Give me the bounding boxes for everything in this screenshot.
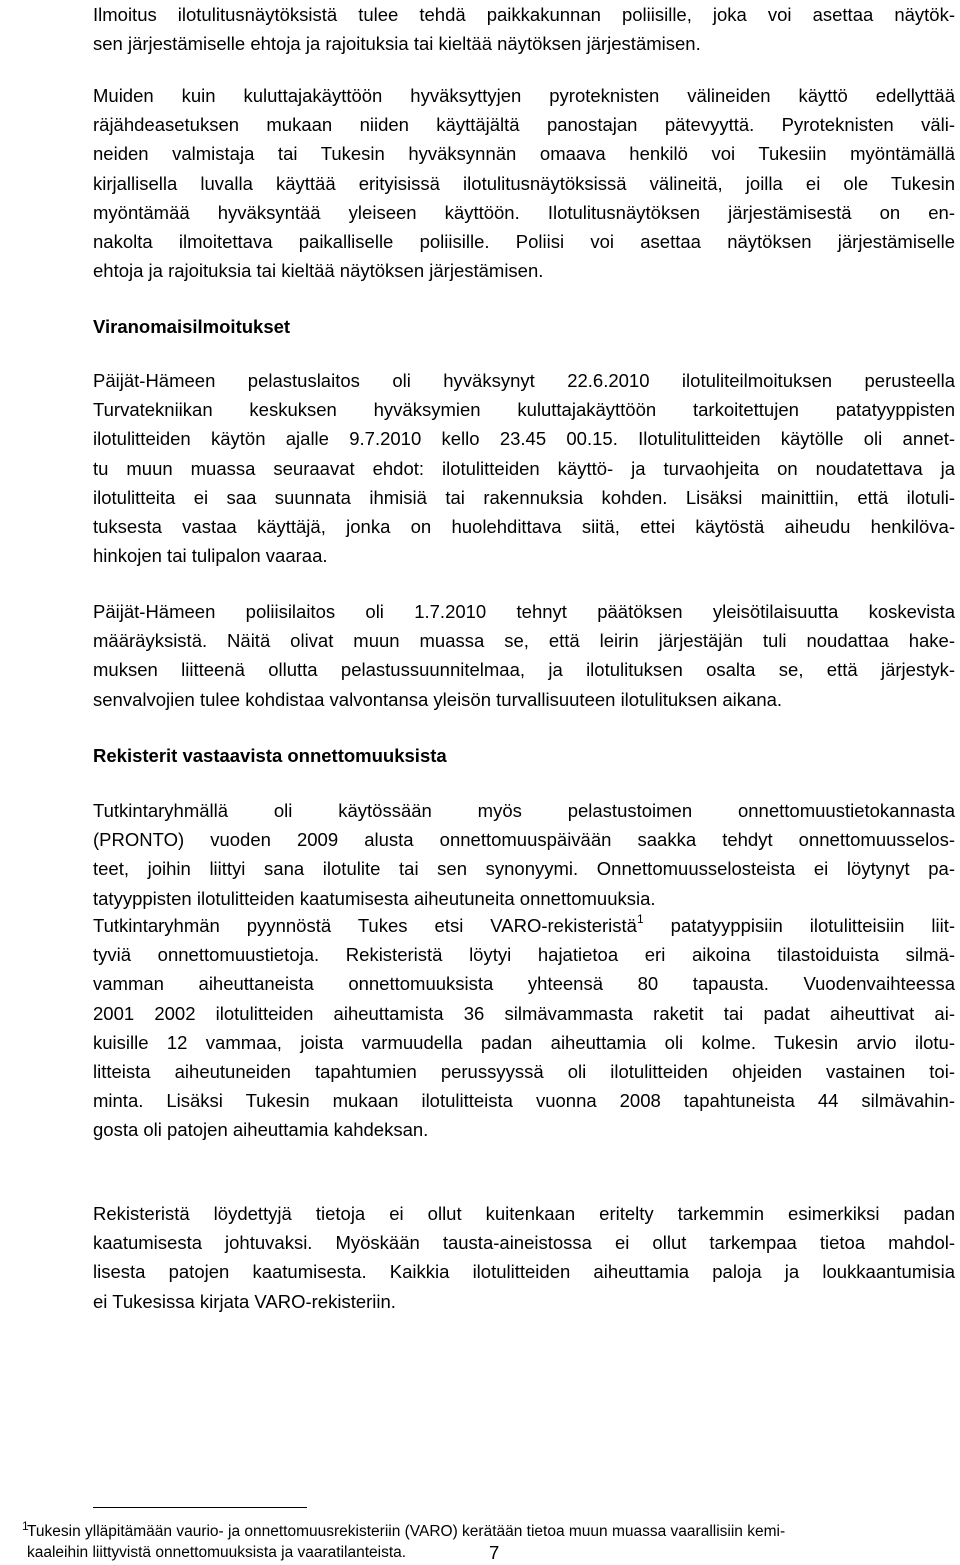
text-line: 2001 2002 ilotulitteiden aiheuttamista 36 silmävammasta raketit tai padat aiheuttivat ai- bbox=[93, 1002, 955, 1024]
text-line: Tukesin ylläpitämään vaurio- ja onnettomuusrekisteriin (VARO) kerätään tietoa muun muassa vaarallisiin kemi- bbox=[27, 1523, 786, 1540]
text-line: lisesta patojen kaatumisesta. Kaikkia ilotulitteiden aiheuttamia paloja ja loukkaantumisia bbox=[93, 1261, 955, 1283]
text-line: litteista aiheutuneiden tapahtumien perussyyssä oli ilotulitteiden ohjeiden vastainen toi- bbox=[93, 1061, 955, 1083]
paragraph-police-decision bbox=[93, 597, 955, 714]
paragraph-varo-register bbox=[93, 911, 955, 1145]
text-line: sen järjestämiselle ehtoja ja rajoituksia tai kieltää näytöksen järjestämisen. bbox=[93, 33, 701, 55]
text-line: Ilmoitus ilotulitusnäytöksistä tulee tehdä paikkakunnan poliisille, joka voi asettaa näytök- bbox=[93, 4, 955, 25]
text-line: minta. Lisäksi Tukesin mukaan ilotulitteista vuonna 2008 tapahtuneista 44 silmävahin- bbox=[93, 1090, 955, 1112]
text-line: hinkojen tai tulipalon vaaraa. bbox=[93, 545, 328, 567]
text-line: myöntämää hyväksyntää yleiseen käyttöön. Ilotulitusnäytöksen järjestämisestä on en- bbox=[93, 201, 955, 223]
paragraph-register-details bbox=[93, 1199, 955, 1316]
footnote-separator bbox=[93, 1507, 307, 1508]
text-line: ilotulitteiden käytön ajalle 9.7.2010 kello 23.45 00.15. Ilotulitulitteiden käytölle oli annet- bbox=[93, 428, 955, 450]
paragraph-rescue-department-approval bbox=[93, 366, 955, 570]
text-line: tuksesta vastaa käyttäjä, jonka on huolehdittava siitä, ettei käytöstä aiheudu henkilöva- bbox=[93, 516, 955, 538]
text-line: Rekisteristä löydettyjä tietoja ei ollut kuitenkaan eritelty tarkemmin esimerkiksi padan bbox=[93, 1203, 955, 1224]
text-line: vamman aiheuttaneista onnettomuuksista yhteensä 80 tapausta. Vuodenvaihteessa bbox=[93, 973, 955, 995]
text-line: kirjallisella luvalla käyttää erityisissä ilotulitusnäytöksissä välineitä, joilla ei ole Tukesin bbox=[93, 172, 955, 194]
text-line: Tutkintaryhmällä oli käytössään myös pelastustoimen onnettomuustietokannasta bbox=[93, 800, 955, 821]
section-heading-registers bbox=[93, 741, 955, 770]
text-line: Turvatekniikan keskuksen hyväksymien kuluttajakäyttöön tarkoitettujen patatyyppisten bbox=[93, 399, 955, 421]
paragraph-notification-requirement bbox=[93, 0, 955, 58]
text-line: teet, joihin liittyi sana ilotulite tai sen synonyymi. Onnettomuusselosteista ei löytynyt pa- bbox=[93, 858, 955, 880]
footnote-reference[interactable]: 1 bbox=[636, 911, 644, 926]
text-line: (PRONTO) vuoden 2009 alusta onnettomuuspäivään saakka tehdyt onnettomuusselos- bbox=[93, 829, 955, 851]
text-line: neiden valmistaja tai Tukesin hyväksynnän omaava henkilö voi Tukesiin myöntämällä bbox=[93, 143, 955, 165]
text-line: kaatumisesta johtuvaksi. Myöskään tausta-aineistossa ei ollut tarkempaa tietoa mahdol- bbox=[93, 1232, 955, 1254]
text-line: Päijät-Hämeen poliisilaitos oli 1.7.2010 tehnyt päätöksen yleisötilaisuutta koskevista bbox=[93, 601, 955, 622]
text-line: ei Tukesissa kirjata VARO-rekisteriin. bbox=[93, 1290, 396, 1312]
text-line: Tutkintaryhmän pyynnöstä Tukes etsi VARO-rekisteristä$^1$ patatyyppisiin ilotulitteisiin liit- bbox=[93, 911, 955, 936]
page-number: 7 bbox=[489, 1542, 500, 1563]
text-line: kaaleihin liittyvistä onnettomuuksista ja vaaratilanteista. bbox=[27, 1544, 407, 1561]
text-line: tu muun muassa seuraavat ehdot: ilotulitteiden käyttö- ja turvaohjeita on noudatettava ja bbox=[93, 457, 955, 479]
paragraph-pyrotechnic-competence bbox=[93, 81, 955, 285]
text-line: kuisille 12 vammaa, joista varmuudella padan aiheuttamia oli kolme. Tukesin arvio ilotu- bbox=[93, 1031, 955, 1053]
text-line: muksen liitteenä ollutta pelastussuunnitelmaa, ja ilotulituksen osalta se, että järjestyk- bbox=[93, 659, 955, 681]
text-line: ehtoja ja rajoituksia tai kieltää näytöksen järjestämisen. bbox=[93, 260, 544, 282]
paragraph-pronto-database bbox=[93, 796, 955, 913]
text-line: Päijät-Hämeen pelastuslaitos oli hyväksynyt 22.6.2010 ilotuliteilmoituksen perusteella bbox=[93, 370, 955, 391]
text-line: gosta oli patojen aiheuttamia kahdeksan. bbox=[93, 1119, 429, 1141]
text-line: räjähdeasetuksen mukaan niiden käyttäjältä panostajan pätevyyttä. Pyroteknisten väli- bbox=[93, 114, 955, 136]
section-heading: Rekisterit vastaavista onnettomuuksista bbox=[93, 745, 447, 766]
text-line: Muiden kuin kuluttajakäyttöön hyväksyttyjen pyroteknisten välineiden käyttö edellyttää bbox=[93, 85, 955, 106]
text-line: määräyksistä. Näitä olivat muun muassa se, että leirin järjestäjän tuli noudattaa hake- bbox=[93, 630, 955, 652]
text-line: senvalvojien tulee kohdistaa valvontansa yleisön turvallisuuteen ilotulituksen aikana. bbox=[93, 688, 783, 710]
text-line: tatyyppisten ilotulitteiden kaatumisesta aiheutuneita onnettomuuksia. bbox=[93, 887, 656, 909]
section-heading-authority-notices bbox=[93, 312, 955, 341]
text-line: ilotulitteita ei saa suunnata ihmisiä tai rakennuksia kohden. Lisäksi mainittiin, että ilotuli- bbox=[93, 486, 955, 508]
text-line: nakolta ilmoitettava paikalliselle poliisille. Poliisi voi asettaa näytöksen järjestämiselle bbox=[93, 231, 955, 253]
section-heading: Viranomaisilmoitukset bbox=[93, 316, 291, 337]
text-line: tyviä onnettomuustietoja. Rekisteristä löytyi hajatietoa eri aikoina tilastoiduista silmä- bbox=[93, 944, 955, 966]
footnote-mark: 1 bbox=[22, 1519, 29, 1533]
